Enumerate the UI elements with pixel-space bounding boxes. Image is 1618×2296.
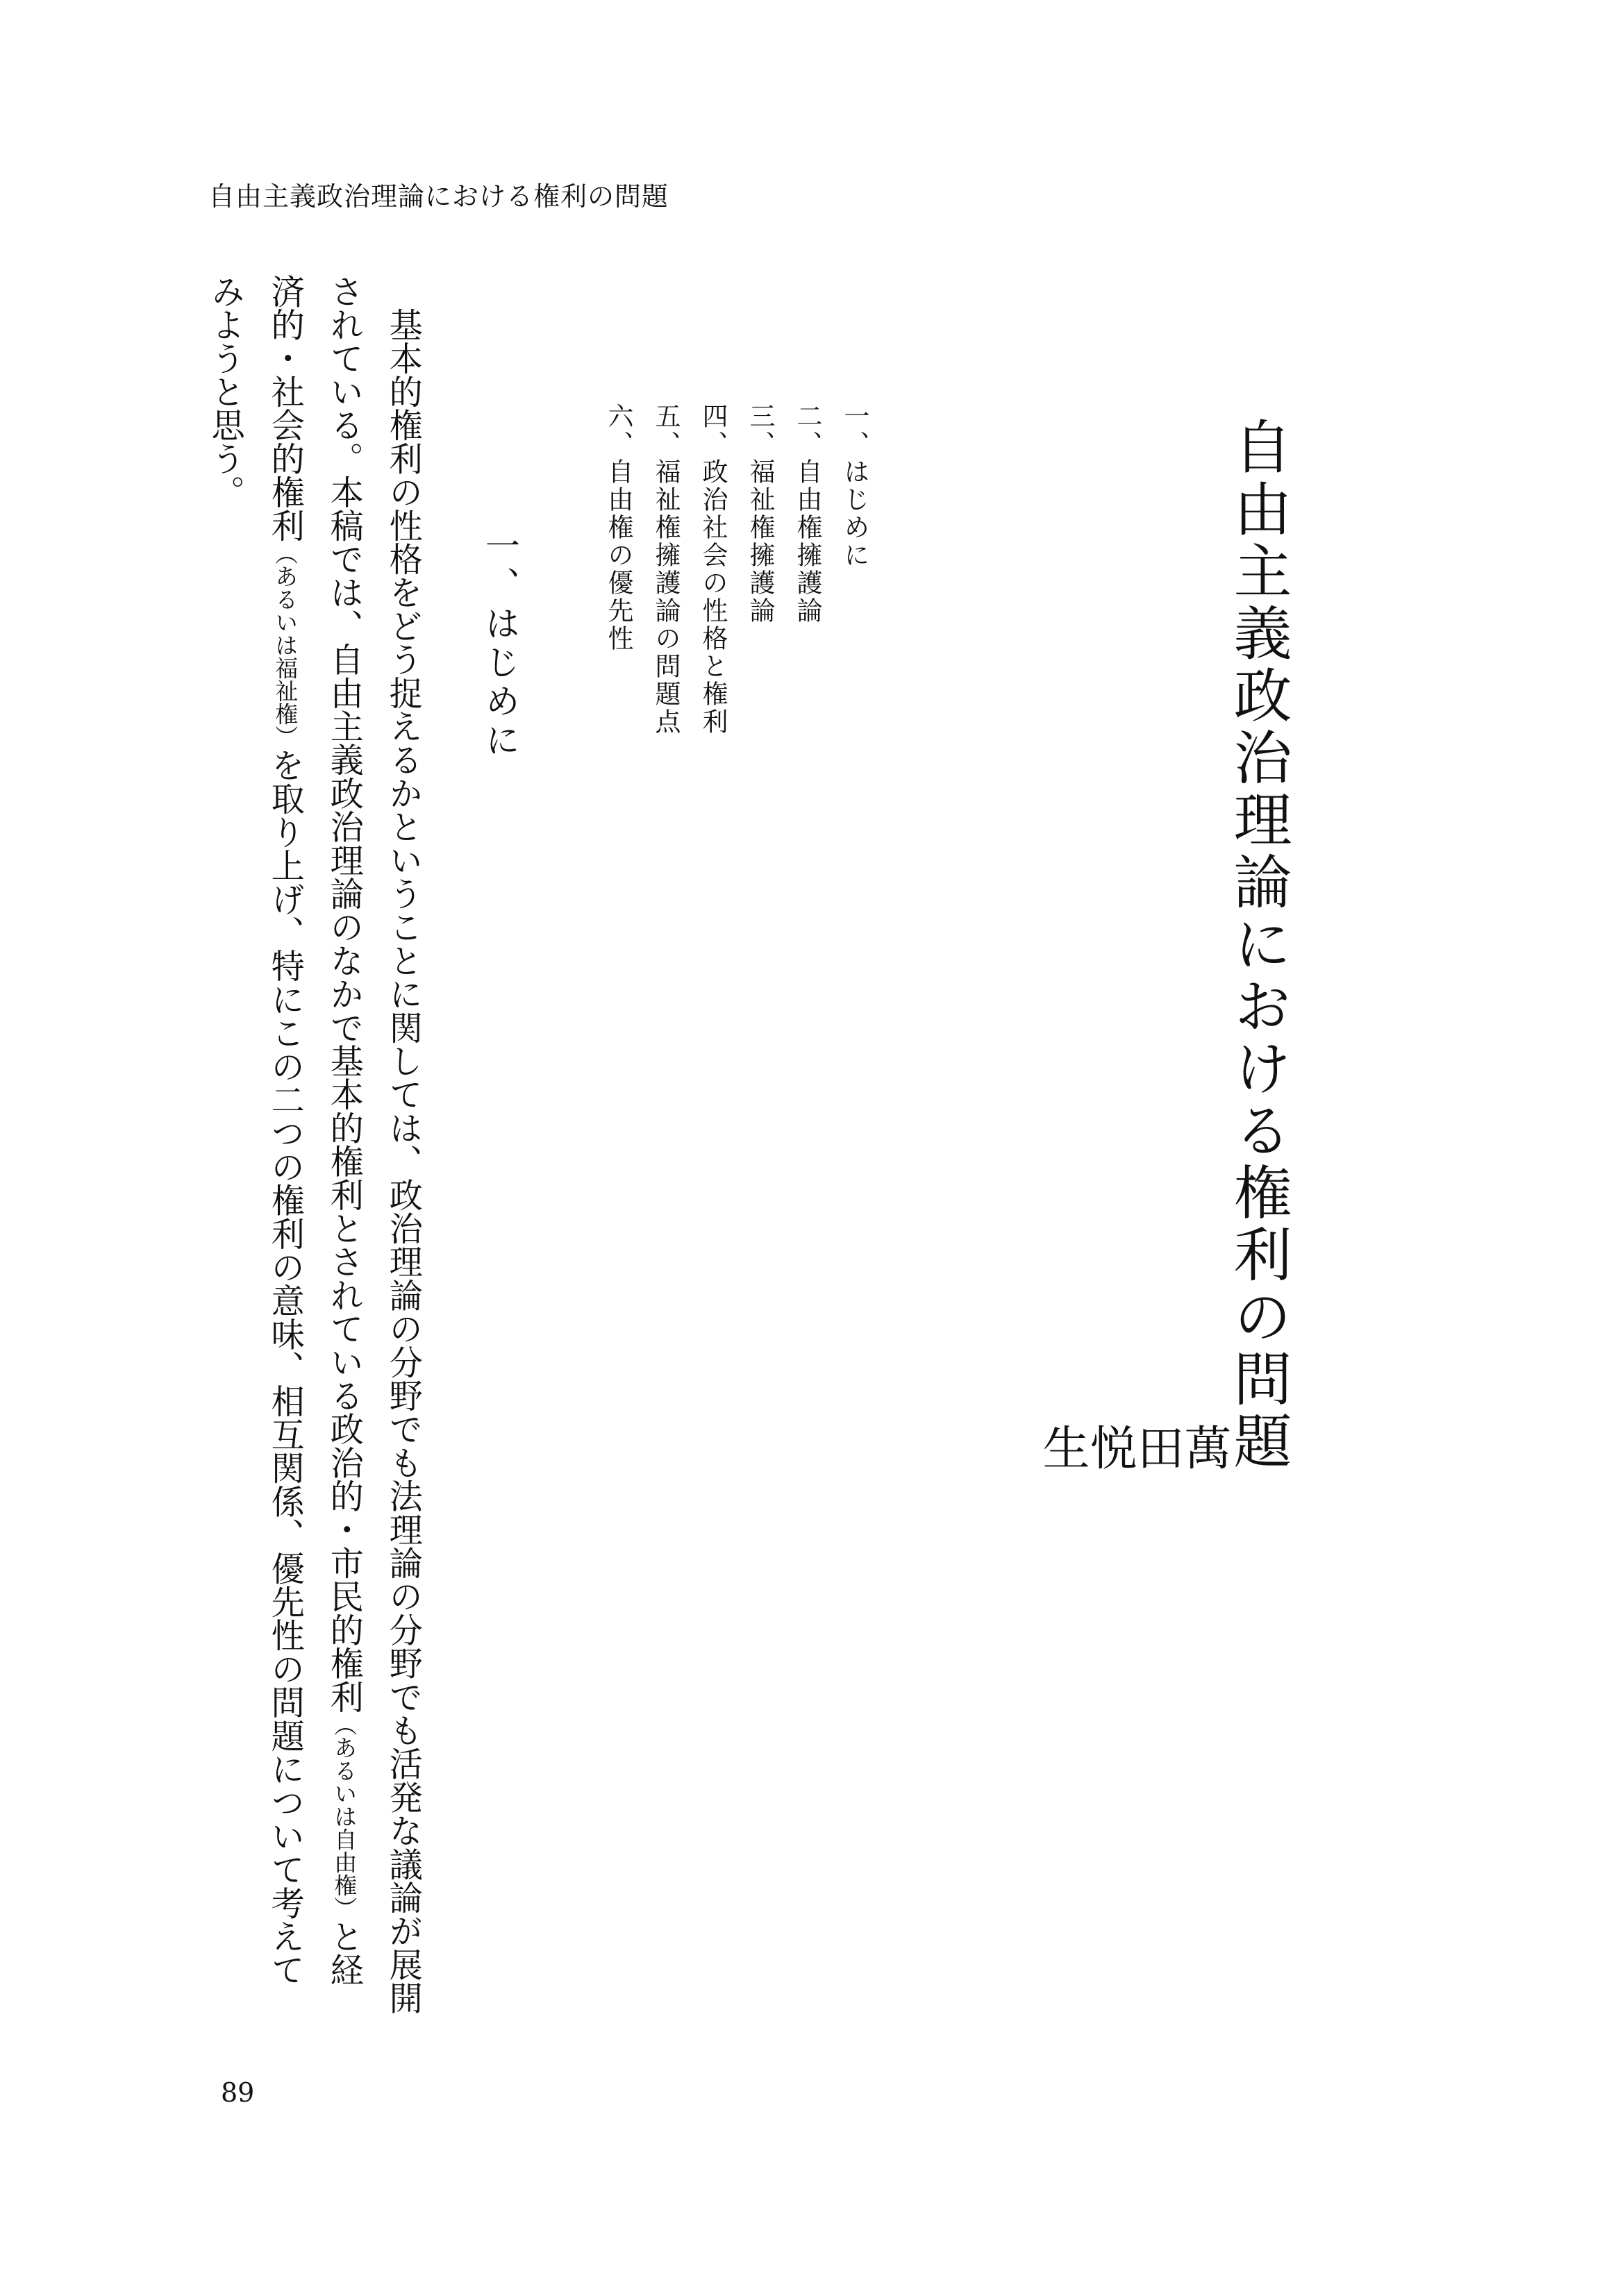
author-char: 田 xyxy=(1129,1423,1184,1470)
toc-item: 三、福祉権擁護論 xyxy=(745,403,775,625)
author-name xyxy=(1035,1423,1231,1598)
page-number: 89 xyxy=(221,2077,255,2108)
running-head: 自由主義政治理論における権利の問題 xyxy=(208,181,669,212)
toc-item: 四、政治社会の性格と権利 xyxy=(698,403,728,736)
toc-item: 六、自由権の優先性 xyxy=(603,403,633,653)
body-text: と経 xyxy=(324,1919,364,1987)
section-heading: 一、はじめに xyxy=(480,528,520,761)
body-line xyxy=(206,274,245,509)
author-char: 萬 xyxy=(1176,1423,1231,1470)
body-line xyxy=(265,274,305,1987)
toc-item: 二、自由権擁護論 xyxy=(792,403,822,625)
toc-item: 一、はじめに xyxy=(840,403,869,569)
body-line xyxy=(383,274,423,2015)
parenthetical-note: （あるいは自由権） xyxy=(331,1713,358,1920)
body-line xyxy=(324,274,364,1987)
body-text: みようと思う。 xyxy=(206,274,245,509)
author-char: 生 xyxy=(1035,1423,1090,1470)
author-char: 悦 xyxy=(1082,1423,1137,1470)
article-title: 自由主義政治理論における権利の問題 xyxy=(1224,417,1292,1473)
body-text: 基本的権利の性格をどう捉えるかということに関しては、政治理論の分野でも法理論の分野でも活発な議論が展開 xyxy=(383,274,423,2015)
body-text: 済的・社会的権利 xyxy=(265,274,305,542)
toc-item: 五、福祉権擁護論の問題点 xyxy=(651,403,681,736)
body-text: されている。本稿では、自由主義政治理論のなかで基本的権利とされている政治的・市民的権利 xyxy=(324,274,364,1713)
parenthetical-note: （あるいは福祉権） xyxy=(272,542,299,748)
body-text: を取り上げ、特にこの二つの権利の意味、相互関係、優先性の問題について考えて xyxy=(265,748,305,1987)
